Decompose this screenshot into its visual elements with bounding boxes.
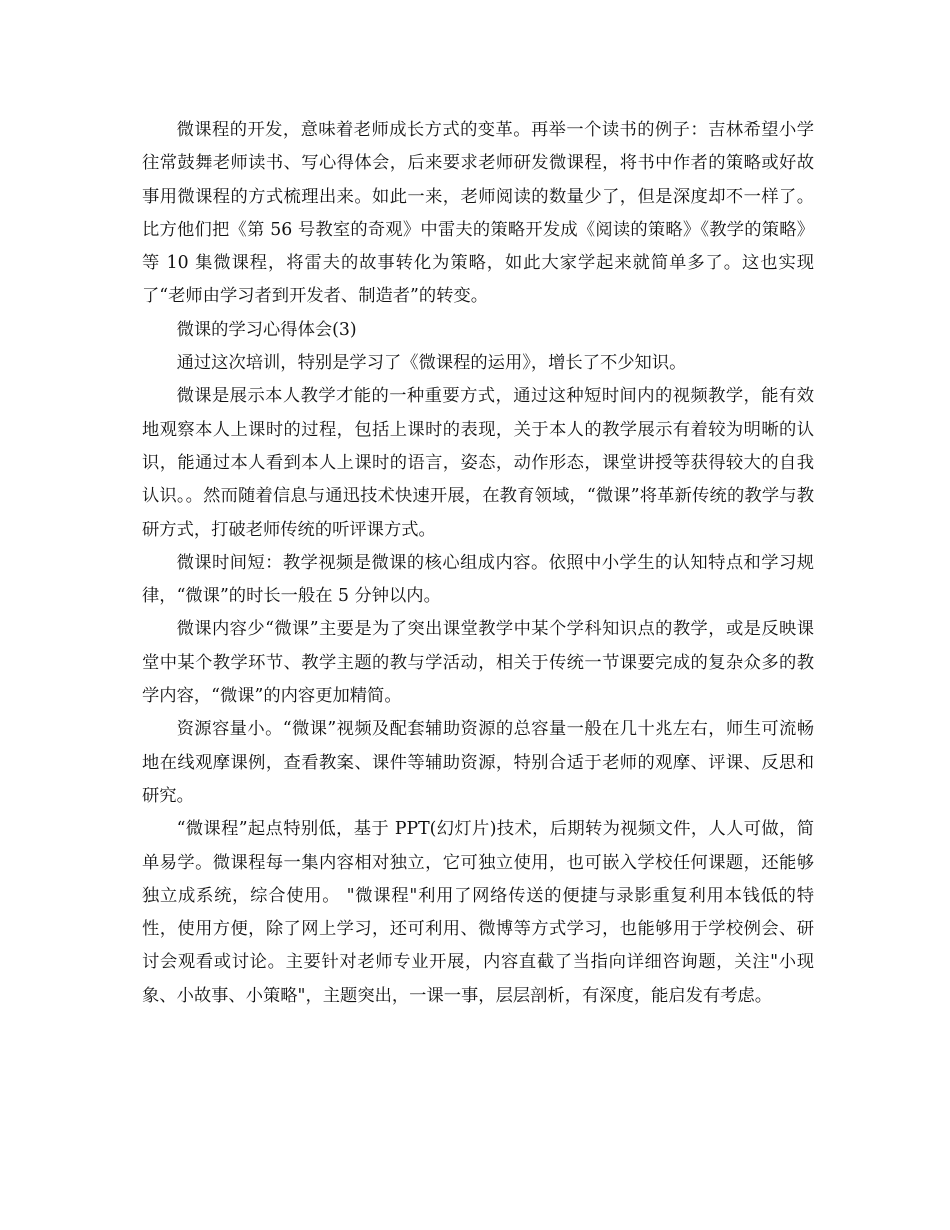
- paragraph-micro-course-development: 微课程的开发，意味着老师成长方式的变革。再举一个读书的例子：吉林希望小学往常鼓舞老师读书、写心得体会，后来要求老师研发微课程，将书中作者的策略或好故事用微课程的方式梳理出来。如此一来，老师阅读的数量少了，但是深度却不一样了。比方他们把《第 56 号教室的奇观》中雷夫的策略开发成《阅读的策略》《教学的策略》等 10 集微课程，将雷夫的故事转化为策略，如此大家学起来就简单多了。这也实现了“老师由学习者到开发者、制造者”的转变。: [142, 120, 814, 307]
- paragraph-training: 通过这次培训，特别是学习了《微课程的运用》，增长了不少知识。: [176, 353, 687, 374]
- paragraph-less-content: 微课内容少“微课”主要是为了突出课堂教学中某个学科知识点的教学，或是反映课堂中某个教学环节、教学主题的教与学活动，相关于传统一节课要完成的复杂众多的教学内容，“微课”的内容更加精简。: [142, 619, 814, 707]
- document-body: [142, 114, 814, 1013]
- paragraph-micro-lesson-intro: 微课是展示本人教学才能的一种重要方式，通过这种短时间内的视频教学，能有效地观察本人上课时的过程，包括上课时的表现，关于本人的教学展示有着较为明晰的认识，能通过本人看到本人上课时的语言，姿态，动作形态，课堂讲授等获得较大的自我认识。。然而随着信息与通迅技术快速开展，在教育领域，“微课”将革新传统的教学与教研方式，打破老师传统的听评课方式。: [142, 386, 814, 540]
- paragraph-small-capacity: 资源容量小。“微课”视频及配套辅助资源的总容量一般在几十兆左右，师生可流畅地在线观摩课例，查看教案、课件等辅助资源，特别合适于老师的观摩、评课、反思和研究。: [142, 719, 814, 806]
- paragraph-short-time: 微课时间短：教学视频是微课的核心组成内容。依照中小学生的认知特点和学习规律，“微课”的时长一般在 5 分钟以内。: [142, 552, 814, 607]
- section-heading: 微课的学习心得体会(3): [176, 319, 357, 340]
- paragraph-low-threshold: “微课程”起点特别低，基于 PPT(幻灯片)技术，后期转为视频文件，人人可做，简单易学。微课程每一集内容相对独立，它可独立使用，也可嵌入学校任何课题，还能够独立成系统，综合使用。 "微课程"利用了网络传送的便捷与录影重复利用本钱低的特性，使用方便，除了网上学习，还可利用、微博等方式学习，也能够用于学校例会、研讨会观看或讨论。主要针对老师专业开展，内容直截了当指向详细咨询题，关注"小现象、小故事、小策略"，主题突出，一课一事，层层剖析，有深度，能启发有考虑。: [142, 819, 814, 1006]
